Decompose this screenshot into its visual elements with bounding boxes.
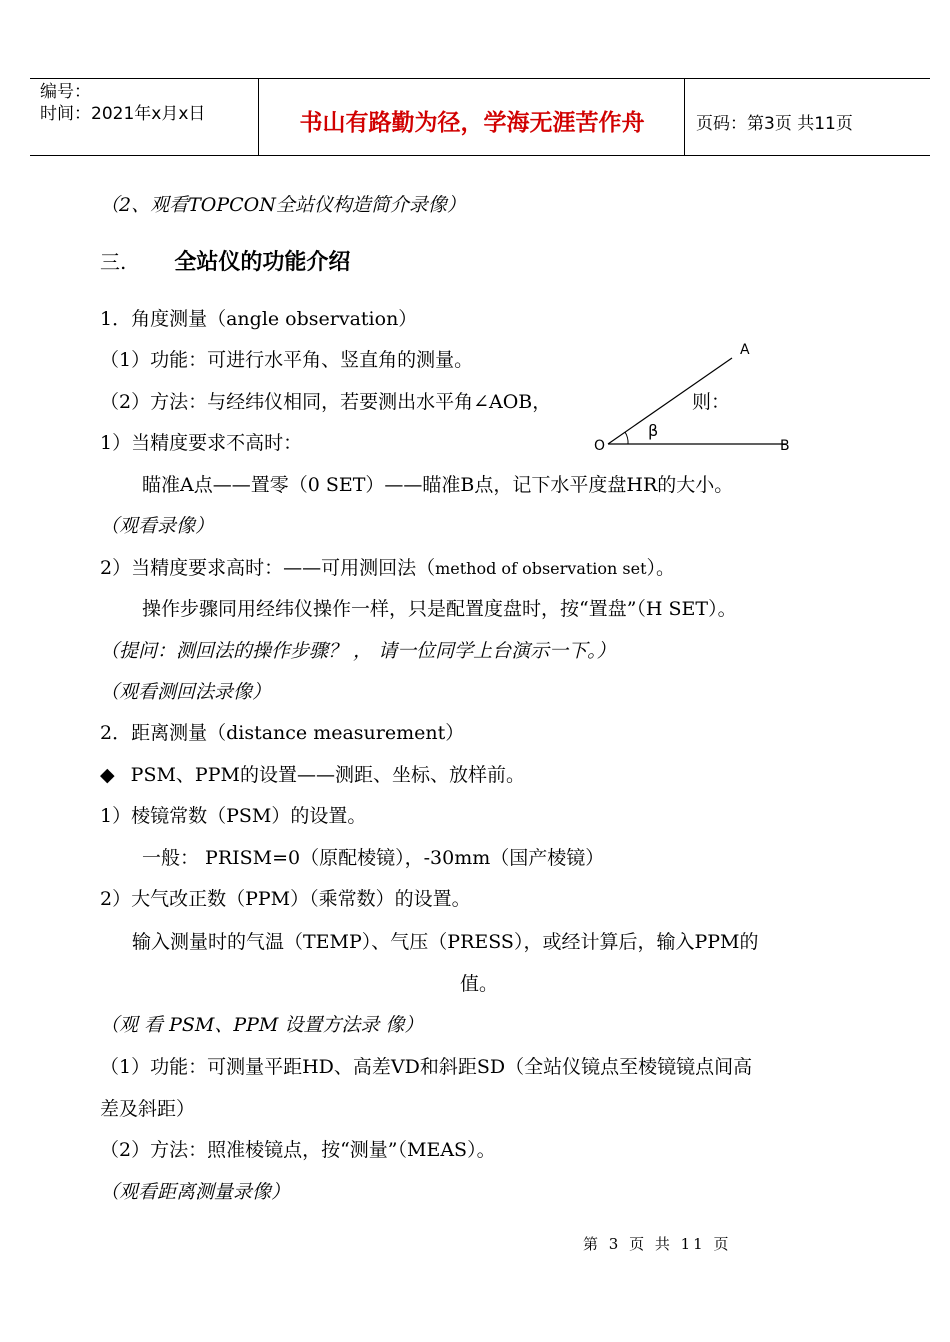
paragraph: （1）功能：可进行水平角、竖直角的测量。: [100, 349, 474, 371]
header-meta: [40, 81, 205, 125]
question-note: （提问：测回法的操作步骤？ ， 请一位同学上台演示一下。）: [100, 640, 616, 662]
paragraph: 1）当精度要求不高时：: [100, 432, 303, 454]
label-o: O: [594, 438, 606, 453]
page-header: [30, 78, 930, 156]
text-run: method of observation set: [435, 559, 647, 578]
header-divider: [258, 79, 259, 155]
subsection-heading: 1．角度测量（angle observation）: [100, 308, 418, 330]
paragraph: [100, 556, 675, 581]
header-motto: 书山有路勤为径，学海无涯苦作舟: [299, 110, 645, 136]
angle-arc: [625, 432, 628, 444]
video-note: （观看录像）: [100, 515, 215, 537]
paragraph: 瞄准A点——置零（0 SET）——瞄准B点，记下水平度盘HR的大小。: [142, 474, 734, 496]
label-beta: β: [648, 421, 659, 440]
page-footer: 第 3 页 共 11 页: [583, 1235, 732, 1253]
paragraph-tail: 则：: [692, 391, 731, 413]
section-title: 全站仪的功能介绍: [174, 250, 351, 275]
paragraph: 输入测量时的气温（TEMP）、气压（PRESS），或经计算后，输入PPM的: [132, 931, 759, 953]
video-note: （观看距离测量录像）: [100, 1181, 291, 1203]
bullet-icon: ◆: [100, 764, 115, 786]
paragraph: 1）棱镜常数（PSM）的设置。: [100, 805, 367, 827]
paragraph: 2）大气改正数（PPM）（乘常数）的设置。: [100, 888, 471, 910]
paragraph: 一般： PRISM=0（原配棱镜），-30mm（国产棱镜）: [142, 847, 605, 869]
label-a: A: [740, 342, 750, 358]
subsection-heading: 2．距离测量（distance measurement）: [100, 722, 465, 744]
text-run: ）。: [646, 557, 676, 579]
label-b: B: [780, 438, 790, 453]
time-label: 时间：2021年x月x日: [40, 104, 206, 124]
text-run: 2）当精度要求高时：——可用测回法（: [100, 557, 436, 579]
header-divider: [684, 79, 685, 155]
angle-diagram: [590, 338, 800, 453]
paragraph: 操作步骤同用经纬仪操作一样，只是配置度盘时，按“置盘”（H SET）。: [142, 598, 737, 620]
section-heading: [100, 250, 350, 275]
bullet-item: [100, 763, 525, 787]
paragraph: （2）方法：照准棱镜点，按“测量”（MEAS）。: [100, 1139, 496, 1161]
video-note: （观看测回法录像）: [100, 681, 272, 703]
bullet-text: PSM、PPM的设置——测距、坐标、放样前。: [130, 764, 525, 786]
video-note: （观 看 PSM、PPM 设置方法录 像）: [100, 1014, 424, 1036]
paragraph: （1）功能：可测量平距HD、高差VD和斜距SD（全站仪镜点至棱镜镜点间高: [100, 1056, 753, 1078]
serial-label: 编号：: [40, 82, 91, 102]
section-number: 三.: [100, 250, 127, 274]
header-page-number: 页码：第3页 共11页: [696, 114, 853, 134]
paragraph: 值。: [460, 973, 499, 995]
paragraph: 差及斜距）: [100, 1098, 196, 1120]
video-note: （2、观看TOPCON全站仪构造简介录像）: [100, 194, 466, 216]
paragraph: （2）方法：与经纬仪相同，若要测出水平角∠AOB，: [100, 391, 552, 413]
ray-oa: [608, 358, 732, 444]
